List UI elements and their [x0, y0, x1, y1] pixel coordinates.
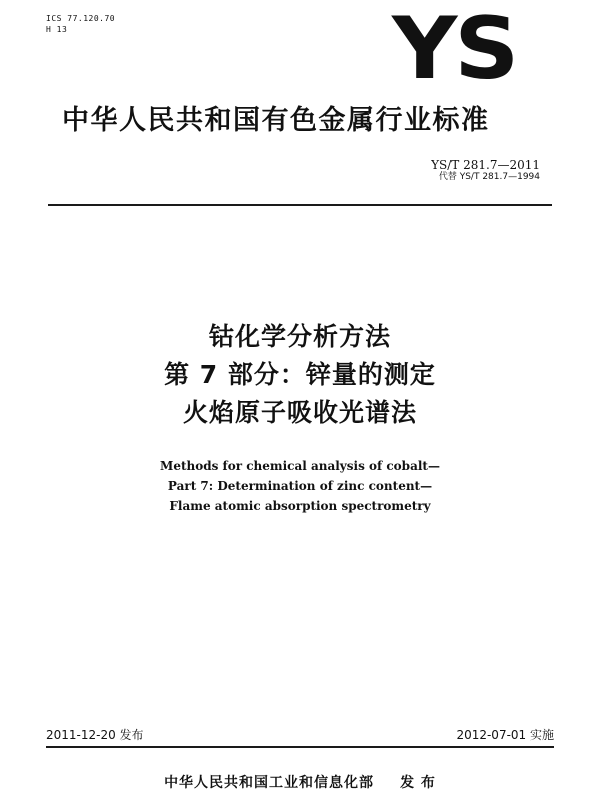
issue-date: 2011-12-20 发布	[46, 728, 144, 742]
header-divider	[48, 204, 552, 206]
ys-logo: YS	[392, 0, 517, 99]
ics-code: ICS 77.120.70	[46, 14, 116, 23]
publisher	[0, 774, 600, 792]
publisher-action: 发 布	[400, 775, 436, 791]
ccs-code: H 13	[46, 25, 68, 34]
standard-number: YS/T 281.7—2011	[431, 158, 540, 172]
chinese-title-line: 火焰原子吸收光谱法	[182, 398, 417, 427]
implementation-date: 2012-07-01 实施	[456, 728, 554, 742]
chinese-title-line: 钴化学分析方法	[208, 322, 391, 351]
standard-category-title: 中华人民共和国有色金属行业标准	[62, 105, 490, 136]
english-title-line: Flame atomic absorption spectrometry	[169, 499, 431, 513]
publisher-name: 中华人民共和国工业和信息化部	[164, 775, 375, 791]
chinese-title-line: 第 7 部分：锌量的测定	[164, 360, 436, 389]
chinese-title	[0, 318, 600, 432]
english-title	[0, 456, 600, 516]
replaced-standard: 代替 YS/T 281.7—1994	[438, 172, 540, 182]
english-title-line: Methods for chemical analysis of cobalt—	[160, 459, 440, 473]
footer-divider	[46, 746, 554, 748]
english-title-line: Part 7: Determination of zinc content—	[167, 479, 433, 493]
